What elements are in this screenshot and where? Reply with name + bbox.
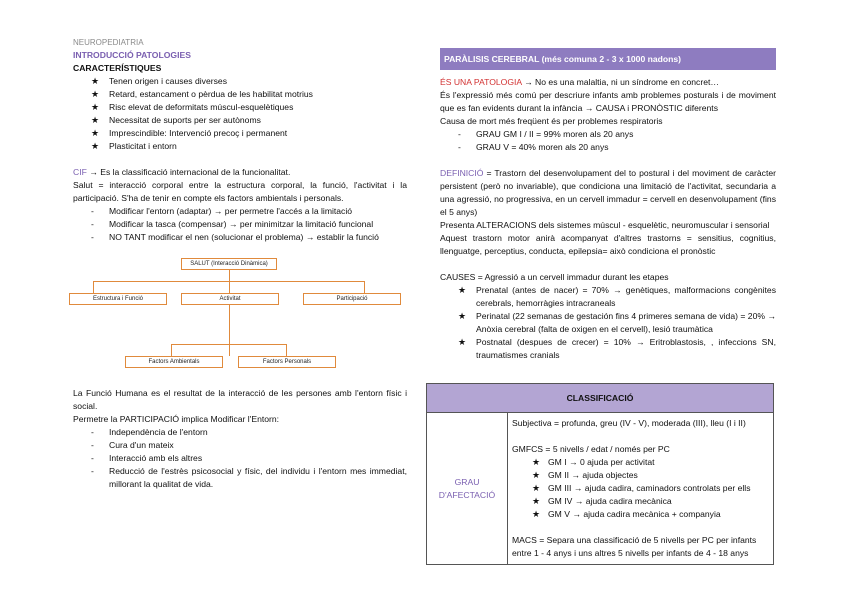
list-item: - NO TANT modificar el nen (solucionar el problema) → establir la funció (73, 231, 407, 244)
permet-text: Permetre la PARTICIPACIÓ implica Modificar l'Entorn: (73, 414, 280, 424)
characteristics-list (73, 75, 407, 153)
list-item: ★ Retard, estancament o pèrdua de les habilitat motrius (73, 88, 407, 101)
modify-list (73, 205, 407, 244)
grau-content (508, 413, 774, 565)
permet-list (73, 426, 407, 491)
funcio-text: La Funció Humana es el resultat de la interacció de les persones amb l'entorn físic i social. (73, 388, 407, 411)
salut-text: Salut = interacció corporal entre la estructura corporal, la funció, l'activitat i la participació. S'ha de tenir en compte els factors ambientals i personals. (73, 180, 407, 203)
list-item: - GRAU V = 40% moren als 20 anys (440, 141, 776, 154)
gmfcs-text: GMFCS = 5 nivells / edat / només per PC (512, 444, 670, 454)
es-text: → No es una malaltia, ni un síndrome en concret… (524, 77, 719, 87)
classificacio-header: CLASSIFICACIÓ (427, 384, 774, 413)
list-item: ★ Plasticitat i entorn (73, 140, 407, 153)
list-item: - Independència de l'entorn (73, 426, 407, 439)
trastorn-text: Aquest trastorn motor anirà acompanyat d'altres trastorns = sensitius, cognitius, llenguatge, perceptius, conducta, epilepsia= això condiciona el pronòstic (440, 233, 776, 256)
subtitle: INTRODUCCIÓ PATOLOGIES (73, 50, 191, 60)
list-item: ★ Tenen origen i causes diverses (73, 75, 407, 88)
es-label: ÉS UNA PATOLOGIA (440, 77, 522, 87)
list-item: - Modificar l'entorn (adaptar) → per permetre l'accés a la limitació (73, 205, 407, 218)
section-label: NEUROPEDIATRIA (73, 38, 144, 47)
definicio-text: = Trastorn del desenvolupament del to postural i del moviment de caràcter persistent (però no invariable), que condiciona una limitació de l'activitat, secundaria a una agressió, no progressiva, en un cervell immadur = cervell en desenvolupament (fins el 5 anys) (440, 168, 776, 217)
causes-list (440, 284, 776, 362)
characteristics-title: CARACTERÍSTIQUES (73, 63, 162, 73)
list-item: ★ GM III → ajuda cadira, caminadors controlats per ells (512, 482, 769, 495)
classificacio-table (426, 383, 774, 565)
list-item: - Interacció amb els altres (73, 452, 407, 465)
alteracions-text: Presenta ALTERACIONS dels sistemes múscul - esquelètic, neuromuscular i sensorial (440, 220, 770, 230)
left-column (73, 36, 407, 491)
grau-list (440, 128, 776, 154)
cif-diagram (73, 258, 407, 383)
causa-mort: Causa de mort més freqüent és per problemes respiratoris (440, 116, 663, 126)
macs-text: MACS = Separa una classificació de 5 nivells per PC per infants entre 1 - 4 anys i uns altres 5 nivells per infants de 4 - 18 anys (512, 535, 757, 558)
list-item: ★ Imprescindible: Intervenció precoç i permanent (73, 127, 407, 140)
grau-label: GRAU D'AFECTACIÓ (427, 413, 508, 565)
diagram-salut-box: SALUT (Interacció Dinàmica) (181, 258, 277, 270)
list-item: ★ Risc elevat de deformitats múscul-esquelètiques (73, 101, 407, 114)
diagram-participacio-box: Participació (303, 293, 401, 305)
diagram-ambientals-box: Factors Ambientals (125, 356, 223, 368)
list-item: ★ Postnatal (despues de crecer) = 10% → Eritroblastosis, , infeccions SN, traumatismes cranials (440, 336, 776, 362)
definicio-label: DEFINICIÓ (440, 168, 484, 178)
cif-text: → Es la classificació internacional de la funcionalitat. (89, 167, 291, 177)
list-item: ★ Perinatal (22 semanas de gestación fins 4 primeres semana de vida) = 20% → Anòxia cerebral (falta de oxigen en el cervell), lesió traumàtica (440, 310, 776, 336)
list-item: - Reducció de l'estrès psicosocial y físic, del individu i l'entorn mes immediat, millorant la qualitat de vida. (73, 465, 407, 491)
causes-text: CAUSES = Agressió a un cervell immadur durant les etapes (440, 272, 669, 282)
definicio-paragraph (440, 167, 776, 219)
cif-line (73, 166, 407, 179)
list-item: ★ GM V → ajuda cadira mecànica + companyia (512, 508, 769, 521)
list-item: - Modificar la tasca (compensar) → per minimitzar la limitació funcional (73, 218, 407, 231)
right-column (440, 36, 776, 362)
subjectiva-text: Subjectiva = profunda, greu (IV - V), moderada (III), lleu (I i II) (512, 418, 746, 428)
list-item: - Cura d'un mateix (73, 439, 407, 452)
es-paragraph: És l'expressió més comú per descriure infants amb problemes posturals i de moviment que es fan evidents durant la infància → CAUSA i PRONÒSTIC diferents (440, 90, 776, 113)
list-item: ★ Prenatal (antes de nacer) = 70% → genètiques, malformacions congènites cerebrals, hemorràgies intracraneals (440, 284, 776, 310)
es-line (440, 76, 776, 89)
list-item: ★ GM I → 0 ajuda per activitat (512, 456, 769, 469)
cif-label: CIF (73, 167, 87, 177)
list-item: - GRAU GM I / II = 99% moren als 20 anys (440, 128, 776, 141)
list-item: ★ GM IV → ajuda cadira mecànica (512, 495, 769, 508)
list-item: ★ GM II → ajuda objectes (512, 469, 769, 482)
diagram-personals-box: Factors Personals (238, 356, 336, 368)
list-item: ★ Necessitat de suports per ser autònoms (73, 114, 407, 127)
diagram-activitat-box: Activitat (181, 293, 279, 305)
paralisis-header: PARÀLISIS CEREBRAL (més comuna 2 - 3 x 1000 nadons) (440, 48, 776, 70)
diagram-estructura-box: Estructura i Funció (69, 293, 167, 305)
gm-list (512, 456, 769, 521)
